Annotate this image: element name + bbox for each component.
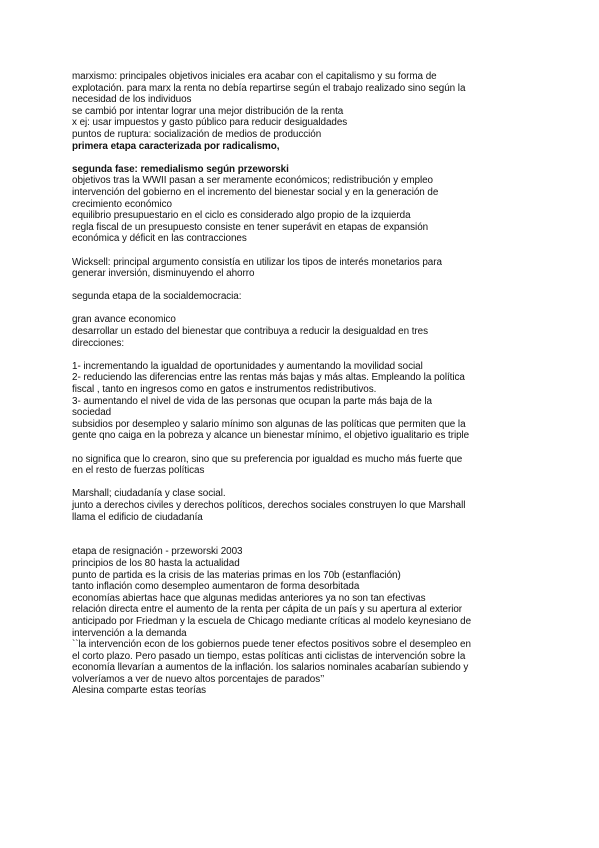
- paragraph-gap: [72, 280, 532, 292]
- text-line: Alesina comparte estas teorías: [72, 685, 207, 697]
- text-line: intervención a la demanda: [72, 627, 187, 639]
- text-line: fiscal , tanto en ingresos como en gatos e instrumentos redistributivos.: [72, 384, 377, 396]
- text-line: se cambió por intentar lograr una mejor distribución de la renta: [72, 105, 344, 117]
- text-line: desarrollar un estado del bienestar que contribuya a reducir la desigualdad en tres: [72, 326, 428, 338]
- text-line: junto a derechos civiles y derechos políticos, derechos sociales construyen lo que Marshall: [72, 499, 466, 511]
- text-line: necesidad de los individuos: [72, 94, 192, 106]
- text-line: Wicksell: principal argumento consistía en utilizar los tipos de interés monetarios para: [72, 256, 442, 268]
- text-line: gente qno caiga en la pobreza y alcance un bienestar mínimo, el objetivo igualitario es triple: [72, 430, 470, 442]
- text-line: x ej: usar impuestos y gasto público para reducir desigualdades: [72, 117, 348, 129]
- paragraph-gap: [72, 442, 532, 454]
- text-line: 2- reduciendo las diferencias entre las rentas más bajas y más altas. Empleando la política: [72, 372, 465, 384]
- text-line: económica y déficit en las contracciones: [72, 233, 247, 245]
- text-line: subsidios por desempleo y salario mínimo son algunas de las políticas que permiten que la: [72, 418, 466, 430]
- text-line: volveríamos a ver de nuevo altos porcentajes de parados’’: [72, 673, 325, 685]
- bold-heading-line: segunda fase: remedialismo según przeworski: [72, 163, 289, 175]
- text-line: crecimiento económico: [72, 198, 172, 210]
- text-line: Marshall; ciudadanía y clase social.: [72, 488, 226, 500]
- text-line: tanto inflación como desempleo aumentaron de forma desorbitada: [72, 581, 360, 593]
- text-line: economía llevarían a aumentos de la inflación. los salarios nominales acabarían subiendo y: [72, 662, 469, 674]
- text-line: llama el edificio de ciudadanía: [72, 511, 203, 523]
- text-line: no significa que lo crearon, sino que su preferencia por igualdad es mucho más fuerte que: [72, 453, 463, 465]
- text-line: objetivos tras la WWII pasan a ser meramente económicos; redistribución y empleo: [72, 175, 433, 187]
- text-line: marxismo: principales objetivos iniciales era acabar con el capitalismo y su forma de: [72, 71, 437, 82]
- paragraph-gap: [72, 303, 532, 315]
- text-line: etapa de resignación - przeworski 2003: [72, 546, 243, 558]
- text-line: regla fiscal de un presupuesto consiste en tener superávit en etapas de expansión: [72, 221, 429, 233]
- text-line: equilibrio presupuestario en el ciclo es considerado algo propio de la izquierda: [72, 210, 411, 222]
- text-line: explotación. para marx la renta no debía repartirse según el trabajo realizado sino según la: [72, 82, 466, 94]
- text-line: generar inversión, disminuyendo el ahorro: [72, 268, 255, 280]
- text-line: en el resto de fuerzas políticas: [72, 465, 205, 477]
- text-line: relación directa entre el aumento de la renta per cápita de un país y su apertura al exterior: [72, 604, 463, 616]
- paragraph-gap: [72, 349, 532, 361]
- paragraph-gap: [72, 245, 532, 257]
- text-line: segunda etapa de la socialdemocracia:: [72, 291, 242, 303]
- text-line: intervención del gobierno en el incremento del bienestar social y en la generación de: [72, 186, 439, 198]
- text-line: 3- aumentando el nivel de vida de las personas que ocupan la parte más baja de la: [72, 395, 432, 407]
- text-line: economías abiertas hace que algunas medidas anteriores ya no son tan efectivas: [72, 592, 426, 604]
- text-line: punto de partida es la crisis de las materias primas en los 70b (estanflación): [72, 569, 401, 581]
- text-line: el corto plazo. Pero pasado un tiempo, estas políticas anti ciclistas de intervención sobre la: [72, 650, 466, 662]
- paragraph-gap: [72, 152, 532, 164]
- text-line: gran avance economico: [72, 314, 176, 326]
- bold-heading-line: primera etapa caracterizada por radicalismo,: [72, 140, 280, 152]
- text-line: principios de los 80 hasta la actualidad: [72, 557, 240, 569]
- text-line: sociedad: [72, 407, 112, 419]
- text-line: 1- incrementando la igualdad de oportunidades y aumentando la movilidad social: [72, 360, 423, 372]
- text-line: anticipado por Friedman y la escuela de Chicago mediante críticas al modelo keynesiano de: [72, 615, 472, 627]
- document-page: [72, 71, 532, 697]
- text-line: direcciones:: [72, 337, 125, 349]
- text-line: ``la intervención econ de los gobiernos puede tener efectos positivos sobre el desempleo en: [72, 639, 471, 651]
- section-gap: [72, 523, 532, 546]
- paragraph-gap: [72, 477, 532, 489]
- text-line: puntos de ruptura: socialización de medios de producción: [72, 128, 322, 140]
